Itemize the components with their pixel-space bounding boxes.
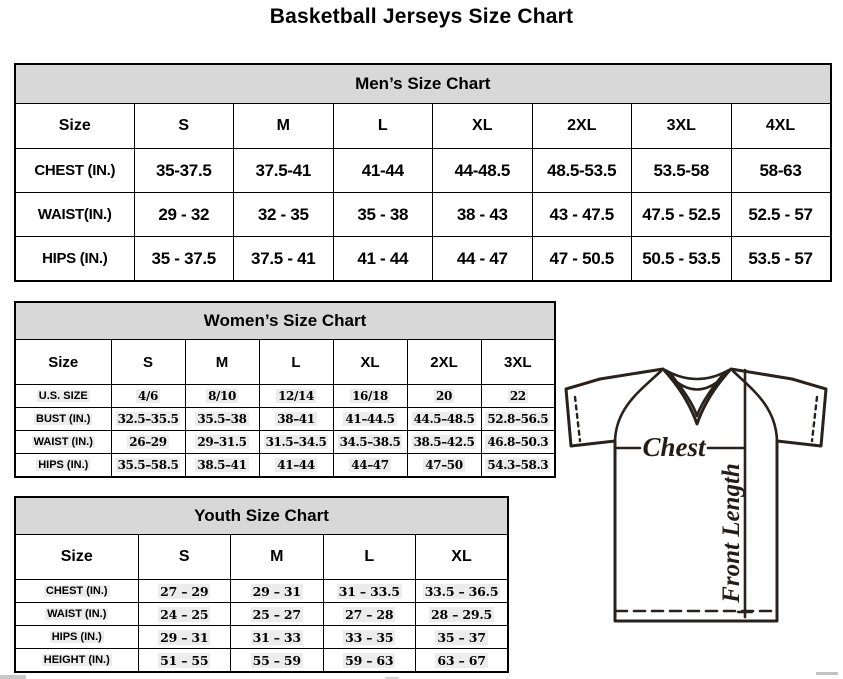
table-cell: 4/6 [111,385,185,408]
womens-table-title: Women’s Size Chart [15,302,555,340]
table-cell: 47 - 50.5 [532,237,632,282]
mens-col-header-s: S [134,104,234,149]
table-cell: 35 - 37.5 [134,237,234,282]
youth-row-height [15,649,508,673]
table-cell: 38–41 [259,408,333,431]
table-cell: 29 – 31 [138,626,231,649]
row-label: WAIST(IN.) [15,193,134,237]
table-cell: 37.5-41 [234,149,334,193]
womens-row-hips [15,454,555,478]
womens-col-header-m: M [185,340,259,385]
table-cell: 44.5–48.5 [407,408,481,431]
youth-row-chest [15,580,508,603]
table-cell: 32 - 35 [234,193,334,237]
table-cell: 54.3–58.3 [481,454,555,478]
table-cell: 41 - 44 [333,237,433,282]
table-cell: 43 - 47.5 [532,193,632,237]
womens-row-bust [15,408,555,431]
table-cell: 35 – 37 [416,626,509,649]
row-label: HEIGHT (IN.) [15,649,138,673]
mens-col-header-xl: XL [433,104,533,149]
mens-size-chart-table [14,63,832,282]
table-cell: 37.5 - 41 [234,237,334,282]
row-label: U.S. SIZE [15,385,111,408]
table-cell: 35.5–38 [185,408,259,431]
bottom-left-ui-fragment [0,675,26,679]
table-cell: 33 – 35 [323,626,416,649]
table-cell: 35.5–58.5 [111,454,185,478]
womens-row-us-size [15,385,555,408]
front-length-label: Front Length [718,463,745,603]
row-label: CHEST (IN.) [15,149,134,193]
mens-row-waist [15,193,831,237]
jersey-measurement-diagram [556,355,840,631]
mens-col-header-size: Size [15,104,134,149]
table-cell: 28 – 29.5 [416,603,509,626]
womens-col-header-2xl: 2XL [407,340,481,385]
table-cell: 38.5–41 [185,454,259,478]
mens-col-header-l: L [333,104,433,149]
table-cell: 63 – 67 [416,649,509,673]
table-cell: 29 – 31 [231,580,324,603]
table-cell: 58-63 [731,149,831,193]
womens-col-header-s: S [111,340,185,385]
table-cell: 47.5 - 52.5 [632,193,732,237]
table-cell: 52.8–56.5 [481,408,555,431]
chest-label: Chest [642,432,706,462]
youth-row-waist [15,603,508,626]
table-cell: 27 – 28 [323,603,416,626]
table-cell: 44-48.5 [433,149,533,193]
table-cell: 55 – 59 [231,649,324,673]
table-cell: 8/10 [185,385,259,408]
youth-table-title: Youth Size Chart [15,497,508,535]
row-label: HIPS (IN.) [15,454,111,478]
mens-row-hips [15,237,831,282]
table-cell: 25 – 27 [231,603,324,626]
womens-col-header-xl: XL [333,340,407,385]
row-label: BUST (IN.) [15,408,111,431]
table-cell: 34.5–38.5 [333,431,407,454]
row-label: HIPS (IN.) [15,237,134,282]
table-cell: 38 - 43 [433,193,533,237]
youth-col-header-s: S [138,535,231,580]
table-cell: 26–29 [111,431,185,454]
table-cell: 53.5-58 [632,149,732,193]
row-label: WAIST (IN.) [15,431,111,454]
womens-size-chart-table [14,301,556,478]
mens-col-header-3xl: 3XL [632,104,732,149]
jersey-outline [566,369,826,621]
table-cell: 29–31.5 [185,431,259,454]
table-cell: 41–44 [259,454,333,478]
table-cell: 50.5 - 53.5 [632,237,732,282]
table-cell: 27 – 29 [138,580,231,603]
table-cell: 33.5 – 36.5 [416,580,509,603]
youth-size-chart-table [14,496,509,673]
table-cell: 44 - 47 [433,237,533,282]
table-cell: 20 [407,385,481,408]
mens-row-chest [15,149,831,193]
row-label: CHEST (IN.) [15,580,138,603]
table-cell: 31 – 33.5 [323,580,416,603]
mens-col-header-2xl: 2XL [532,104,632,149]
youth-col-header-l: L [323,535,416,580]
table-cell: 46.8–50.3 [481,431,555,454]
mens-table-title: Men’s Size Chart [15,64,831,104]
page-title: Basketball Jerseys Size Chart [269,5,574,28]
table-cell: 51 – 55 [138,649,231,673]
table-cell: 24 – 25 [138,603,231,626]
mens-col-header-4xl: 4XL [731,104,831,149]
table-cell: 59 – 63 [323,649,416,673]
table-cell: 41-44 [333,149,433,193]
youth-col-header-xl: XL [416,535,509,580]
table-cell: 29 - 32 [134,193,234,237]
table-cell: 31.5–34.5 [259,431,333,454]
table-cell: 52.5 - 57 [731,193,831,237]
mens-col-header-m: M [234,104,334,149]
table-cell: 44–47 [333,454,407,478]
table-cell: 53.5 - 57 [731,237,831,282]
table-cell: 35 - 38 [333,193,433,237]
table-cell: 47–50 [407,454,481,478]
table-cell: 16/18 [333,385,407,408]
womens-col-header-3xl: 3XL [481,340,555,385]
youth-col-header-m: M [231,535,324,580]
row-label: WAIST (IN.) [15,603,138,626]
youth-col-header-size: Size [15,535,138,580]
bottom-right-ui-fragment [816,672,838,675]
womens-row-waist [15,431,555,454]
table-cell: 48.5-53.5 [532,149,632,193]
table-cell: 38.5–42.5 [407,431,481,454]
womens-col-header-size: Size [15,340,111,385]
table-cell: 32.5–35.5 [111,408,185,431]
womens-col-header-l: L [259,340,333,385]
table-cell: 41–44.5 [333,408,407,431]
table-cell: 22 [481,385,555,408]
table-cell: 12/14 [259,385,333,408]
table-cell: 31 – 33 [231,626,324,649]
table-cell: 35-37.5 [134,149,234,193]
row-label: HIPS (IN.) [15,626,138,649]
youth-row-hips [15,626,508,649]
